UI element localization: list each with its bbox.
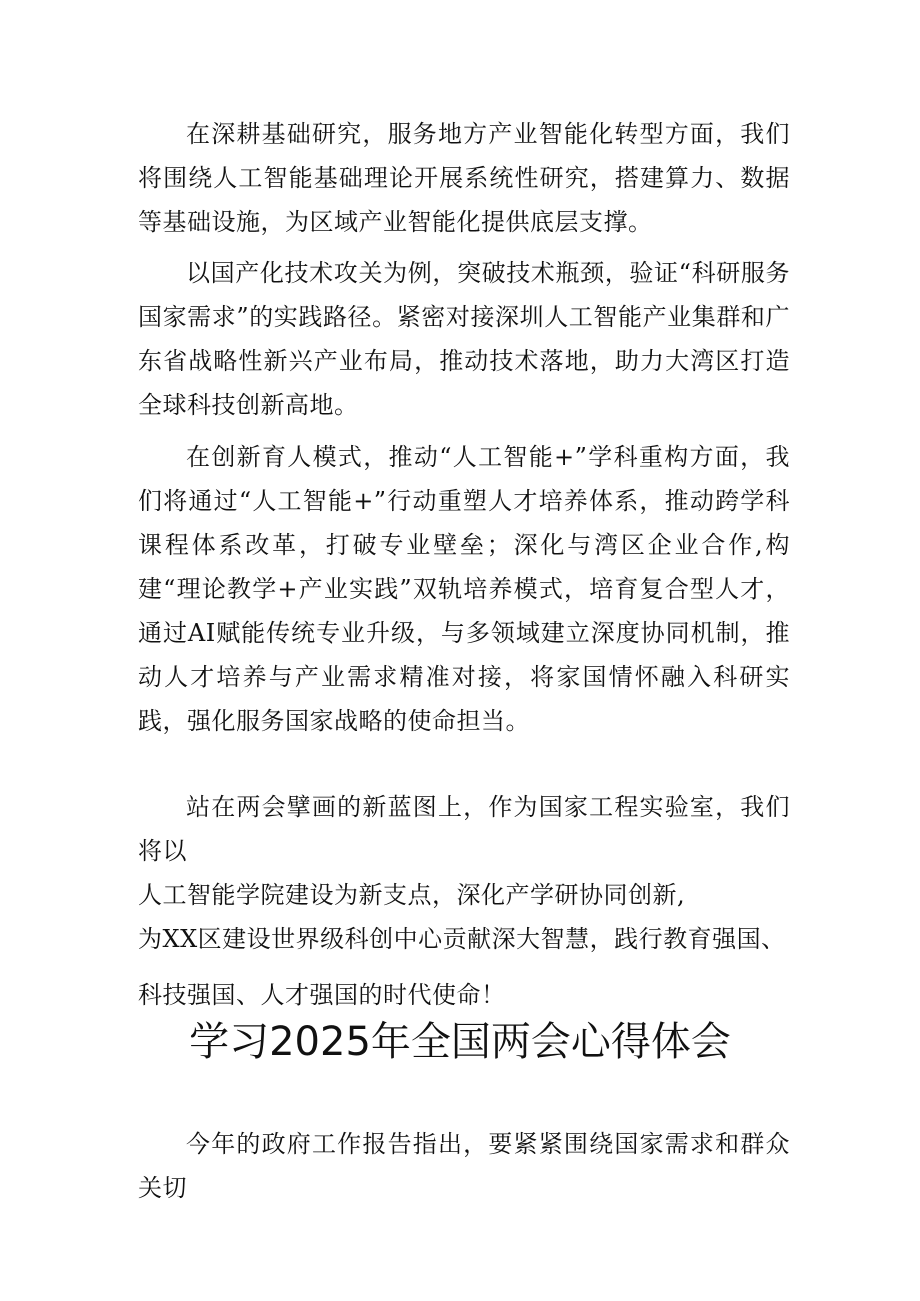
closing-line-3: 为XX区建设世界级科创中心贡献深大智慧，践行教育强国、 xyxy=(138,925,786,953)
paragraph-next-section: 今年的政府工作报告指出，要紧紧围绕国家需求和群众关切 xyxy=(138,1130,790,1202)
paragraph-tech-breakthrough: 以国产化技术攻关为例，突破技术瓶颈，验证“科研服务国家需求”的实践路径。紧密对接深圳人工智能产业集群和广东省战略性新兴产业布局，推动技术落地，助力大湾区打造全球科技创新高地。 xyxy=(138,259,790,419)
closing-line-2: 人工智能学院建设为新支点，深化产学研协同创新, xyxy=(138,881,686,909)
paragraph-closing xyxy=(138,785,790,1017)
closing-line-1: 站在两会擘画的新蓝图上，作为国家工程实验室，我们将以 xyxy=(138,793,790,865)
closing-line-4: 科技强国、人才强国的时代使命！ xyxy=(138,981,506,1009)
section-title: 学习2025年全国两会心得体会 xyxy=(189,1019,731,1065)
paragraph-education-model: 在创新育人模式，推动“人工智能+”学科重构方面，我们将通过“人工智能+”行动重塑人才培养体系，推动跨学科课程体系改革，打破专业壁垒；深化与湾区企业合作,构建“理论教学+产业实践”双轨培养模式，培育复合型人才，通过AI赋能传统专业升级，与多领域建立深度协同机制，推动人才培养与产业需求精准对接，将家国情怀融入科研实践，强化服务国家战略的使命担当。 xyxy=(138,443,790,735)
paragraph-basic-research: 在深耕基础研究，服务地方产业智能化转型方面，我们将围绕人工智能基础理论开展系统性研究，搭建算力、数据等基础设施，为区域产业智能化提供底层支撑。 xyxy=(138,120,790,236)
